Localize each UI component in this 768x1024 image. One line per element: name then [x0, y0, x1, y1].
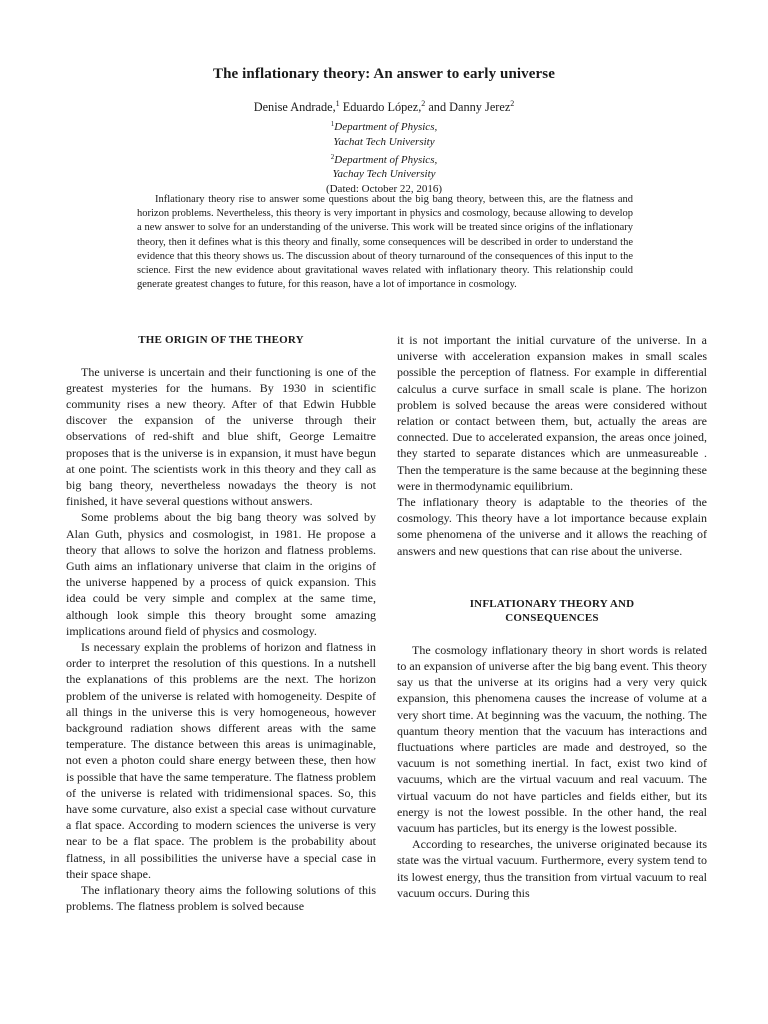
- affiliation-1-institution: Yachat Tech University: [333, 135, 435, 148]
- paragraph: Some problems about the big bang theory was solved by Alan Guth, physics and cosmologist, in 1981. He propose a theory that allows to solve the horizon and flatness problems. Guth aims an inflationary universe that claim in the origins of the universe happened by a process of quick expansion. This idea could be very simple and complex at the same time, although look simple this theory brought some amazing implications around field of physics and cosmology.: [66, 510, 376, 638]
- section-heading: THE ORIGIN OF THE THEORY: [138, 334, 304, 346]
- affiliation-1: $^1$Department of Physics,: [330, 120, 438, 133]
- paragraph: The universe is uncertain and their functioning is one of the greatest mysteries for the humans. By 1930 in scientific community rises a new theory. After of that Edwin Hubble discover the expansion of the universe through their observations of red-shift and blue shift, George Lemaitre proposes that is the universe is in expansion, it must have begun at one point. The scientists work in this theory and they call as big bang theory, nevertheless nowadays the theory is not finished, it have several questions without answers.: [66, 364, 376, 509]
- section-heading-line: INFLATIONARY THEORY AND: [469, 597, 635, 610]
- author-list: [0, 99, 768, 115]
- paragraph: it is not important the initial curvature of the universe. In a universe with acceleration expansion makes in small scales possible the perception of flatness. For example in differential calculus a curve surface in small scale is plane. The horizon problem is solved because the areas were considered without relation or contact between them, but, actually the areas are connected. Due to accelerated expansion, the areas once joined, they started to separate distances which are unmeasureable . Then the temperature is the same because at the beginning these were in thermodynamic equilibrium.: [397, 333, 707, 493]
- paragraph: According to researches, the universe originated because its state was the virtual vacuum. Furthermore, every system tend to its lowest energy, thus the transition from virtual vacuum to real vacuum occurs. During this: [397, 837, 707, 900]
- section-heading: [397, 597, 707, 626]
- author-name: Denise Andrade,: [253, 100, 336, 114]
- paragraph: The inflationary theory aims the following solutions of this problems. The flatness problem is solved because: [66, 883, 376, 914]
- paragraph: The cosmology inflationary theory in short words is related to an expansion of universe after the big bang event. This theory say us that the universe at its origins had a very very quick expansion, this phenomena causes the increase of volume at a very short time. At beginning was the vacuum, the nothing. The quantum theory mention that the vacuum has interactions and fluctuations where particles are made and destroyed, so the vacuum is not something inertial. In fact, exist two kind of vacuums, which are the virtual vacuum and real vacuum. The virtual vacuum do not have particles and fields either, but its energy is not the lowest possible. In the other hand, the real vacuum has particles, but its energy is the lowest possible.: [397, 642, 707, 836]
- paragraph: The inflationary theory is adaptable to the theories of the cosmology. This theory have a lot importance because explain some phenomena of the universe and it allows the reaching of answers and new questions that can rise about the universe.: [397, 495, 707, 558]
- left-column: [66, 333, 376, 914]
- affiliations: [0, 117, 768, 197]
- affiliation-marker: 1: [330, 120, 335, 128]
- affiliation-marker: 2: [421, 99, 426, 108]
- right-column: [397, 332, 707, 901]
- affiliation-marker: 2: [510, 99, 515, 108]
- section-heading-line: CONSEQUENCES: [505, 612, 599, 625]
- affiliation-marker: 1: [335, 99, 340, 108]
- dated-line: (Dated: October 22, 2016): [325, 183, 443, 196]
- affiliation-marker: 2: [330, 152, 335, 161]
- affiliation-2: $^2$Department of Physics,: [330, 152, 438, 166]
- paragraph: Is necessary explain the problems of horizon and flatness in order to interpret the resolution of this questions. In a nutshell the explanations of this problems are the next. The horizon problem of the universe is related with homogeneity. Despite of all things in the universe this is very homogeneous, however background radiation shows different areas with the same temperature. The distance between this areas is unimaginable, not even a photon could share energy between these, then how is possible that have the same temperature. The flatness problem of the universe is related with tridimensional spaces. So, this have some curvature, also exist a special case without curvature a flat space. According to modern sciences the universe is very near to be a flat space. The problem is the probability about flatness, in all possibilities the universe have a special case in their space shape.: [66, 639, 376, 881]
- author-name: Eduardo López,: [342, 100, 422, 114]
- abstract: Inflationary theory rise to answer some questions about the big bang theory, between this, are the flatness and horizon problems. Nevertheless, this theory is very important in physics and cosmology, because allowing to develop a new answer to solve for an understanding of the universe. This work will be treated since origins of the inflationary theory, then it defines what is this theory and finally, some consequences will be described in order to understand the evidence that this theory shows us. The discussion about of theory turnaround of the consequences of this input to the science. First the new evidence about gravitational waves related with inflationary theory. This relationship could generate greatest changes to future, for this reason, have a lot of importance in cosmology.: [137, 194, 633, 291]
- author-name: and Danny Jerez: [428, 100, 511, 114]
- affiliation-2-institution: Yachay Tech University: [332, 168, 436, 181]
- paper-title: The inflationary theory: An answer to early universe: [213, 66, 555, 82]
